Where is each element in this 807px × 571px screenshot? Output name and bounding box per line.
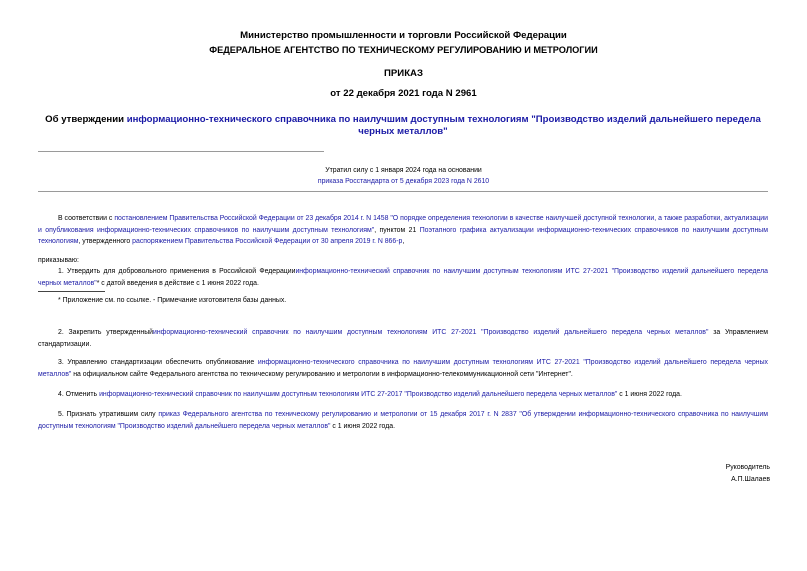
item-5-text: 5. Признать утратившим силу	[58, 411, 159, 418]
item-2-link[interactable]: информационно-технический справочник по наилучшим доступным технологиям ИТС 27-2021 "Производство изделий дальнейшего передела черных металлов"	[153, 329, 709, 336]
preamble-link-decree[interactable]: постановлением Правительства Российской Федерации от 23 декабря 2014 г. N 1458 "О порядке определения технологии в качестве наилучшей доступной технологии, а также разработки, актуализации и опубликования информационно-технических справочников по наилучшим доступным технологиям"	[38, 215, 768, 234]
item-5	[38, 409, 768, 432]
item-4-text-end: с 1 июня 2022 года.	[617, 391, 682, 398]
footnote-divider	[38, 291, 105, 292]
signature-name: А.П.Шалаев	[731, 476, 770, 483]
signature-role: Руководитель	[725, 464, 770, 471]
item-1-text-end: * с датой введения в действие с 1 июня 2022 года.	[96, 279, 259, 287]
title-link[interactable]: информационно-технического справочника по наилучшим доступным технологиям "Производство изделий дальнейшего передела черных металлов"	[126, 114, 761, 137]
page-title	[38, 114, 768, 138]
order-word: приказываю:	[38, 257, 79, 264]
item-5-link[interactable]: приказ Федерального агентства по техническому регулированию и метрологии от 15 декабря 2017 г. N 2837 "Об утверждении информационно-технического справочника по наилучшим доступным технологиям "Производство изделий дальнейшего передела черных металлов"	[38, 411, 768, 430]
preamble-text-1: В соответствии с	[58, 215, 115, 222]
title-prefix: Об утверждении	[45, 114, 127, 125]
item-4-text: 4. Отменить	[58, 391, 100, 398]
item-3	[38, 357, 768, 380]
item-3-link[interactable]: информационно-технического справочника по наилучшим доступным технологиям ИТС 27-2021 "Производство изделий дальнейшего передела черных металлов"	[38, 359, 769, 378]
status-line: Утратил силу с 1 января 2024 года на основании	[325, 167, 482, 174]
doc-type: ПРИКАЗ	[384, 68, 423, 79]
preamble-paragraph	[38, 213, 768, 248]
item-1-link[interactable]: информационно-технический справочник по наилучшим доступным технологиям ИТС 27-2021 "Производство изделий дальнейшего передела черных металлов"	[38, 268, 768, 287]
preamble-link-schedule[interactable]: Поэтапного графика актуализации информационно-технических справочников по наилучшим доступным технологиям	[38, 226, 768, 245]
preamble-text-3: , утвержденного	[78, 238, 133, 245]
item-4-link[interactable]: информационно-технический справочник по наилучшим доступным технологиям ИТС 27-2017 "Производство изделий дальнейшего передела черных металлов"	[99, 391, 618, 398]
item-3-text: 3. Управлению стандартизации обеспечить опубликование	[58, 359, 258, 366]
item-2-text: 2. Закрепить утвержденный	[58, 329, 154, 336]
item-1-text: 1. Утвердить для добровольного применения в Российской Федерации	[58, 268, 296, 275]
ministry-name: Министерство промышленности и торговли Российской Федерации	[240, 30, 567, 41]
item-4	[38, 389, 768, 401]
preamble-text-4: ,	[402, 238, 405, 245]
item-1	[38, 266, 768, 289]
item-5-text-end: с 1 июня 2022 года.	[330, 422, 395, 430]
item-2	[38, 327, 768, 350]
preamble-link-order[interactable]: распоряжением Правительства Российской Федерации от 30 апреля 2019 г. N 866-р	[132, 238, 403, 245]
status-link-line	[0, 176, 807, 187]
item-3-text-end: на официальном сайте Федерального агентства по техническому регулированию и метрологии в информационно-телекоммуникационной сети "Интернет".	[71, 370, 573, 378]
footnote: * Приложение см. по ссылке. - Примечание изготовителя базы данных.	[58, 297, 287, 304]
divider-status	[38, 191, 768, 192]
item-2-text-end: за Управлением стандартизации.	[38, 329, 768, 348]
agency-name: ФЕДЕРАЛЬНОЕ АГЕНТСТВО ПО ТЕХНИЧЕСКОМУ РЕГУЛИРОВАНИЮ И МЕТРОЛОГИИ	[209, 45, 598, 55]
divider-top	[38, 151, 324, 152]
status-link[interactable]: приказа Росстандарта от 5 декабря 2023 года N 2610	[317, 178, 490, 185]
date-number: от 22 декабря 2021 года N 2961	[330, 88, 477, 99]
preamble-text-2: , пунктом 21	[374, 226, 420, 234]
